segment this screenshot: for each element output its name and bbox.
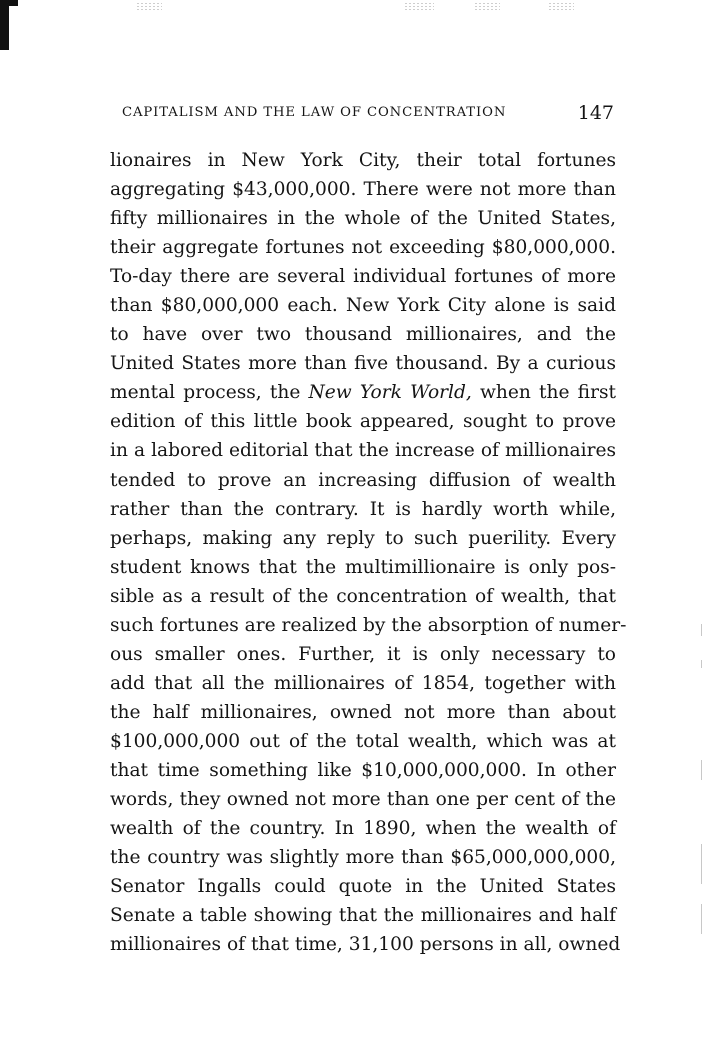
line-head: mental process, the [110,382,301,404]
text-line: millionaires of that time, 31,100 persons in all, owned [110,934,621,956]
text-line: wealth of the country. In 1890, when the wealth of [110,818,616,840]
text-line: To-day there are several individual fortunes of more [110,266,616,288]
text-line: rather than the contrary. It is hardly worth while, [110,498,616,520]
text-line: Senator Ingalls could quote in the United States [110,876,616,898]
scan-margin-mark [701,904,702,934]
text-line: their aggregate fortunes not exceeding $80,000,000. [110,237,616,259]
text-line: student knows that the multimillionaire is only pos- [110,556,616,578]
text-line: tended to prove an increasing diffusion of wealth [110,469,616,491]
text-line: lionaires in New York City, their total fortunes [110,150,616,171]
scan-margin-mark [701,844,702,884]
text-line: in a labored editorial that the increase of millionaires [110,440,616,462]
text-line: than $80,000,000 each. New York City alone is said [110,295,616,317]
text-line: the country was slightly more than $65,000,000,000, [110,847,616,869]
scan-margin-mark [701,624,702,636]
body-text [110,146,627,959]
scan-speck [136,2,162,12]
text-line: sible as a result of the concentration of wealth, that [110,585,616,607]
text-line: United States more than five thousand. By a curious [110,353,616,375]
text-line: words, they owned not more than one per cent of the [110,789,616,811]
text-line: Senate a table showing that the millionaires and half [110,905,616,927]
text-line: ous smaller ones. Further, it is only necessary to [110,643,616,665]
text-line: that time something like $10,000,000,000. In other [110,759,616,781]
running-title: CAPITALISM AND THE LAW OF CONCENTRATION [122,105,507,120]
text-line: such fortunes are realized by the absorption of numer- [110,614,627,636]
text-line: aggregating $43,000,000. There were not more than [110,179,616,201]
scan-edge-mark [0,0,9,50]
text-line: to have over two thousand millionaires, and the [110,324,616,346]
scan-speck [404,2,434,12]
text-line: the half millionaires, owned not more than about [110,701,616,723]
text-line: $100,000,000 out of the total wealth, which was at [110,730,616,752]
text-line: edition of this little book appeared, sought to prove [110,411,616,433]
scan-speck [474,2,500,12]
page-header [122,102,614,126]
scan-speck [548,2,574,12]
text-line: add that all the millionaires of 1854, together with [110,672,616,694]
scan-margin-mark [701,760,702,780]
text-line: perhaps, making any reply to such puerility. Every [110,527,616,549]
italic-title: New York World, [308,382,472,404]
line-tail: when the first [479,382,616,404]
page-number: 147 [577,102,614,124]
text-line: fifty millionaires in the whole of the United States, [110,208,616,230]
scan-margin-mark [701,660,702,668]
text-line-with-italic [110,378,616,407]
